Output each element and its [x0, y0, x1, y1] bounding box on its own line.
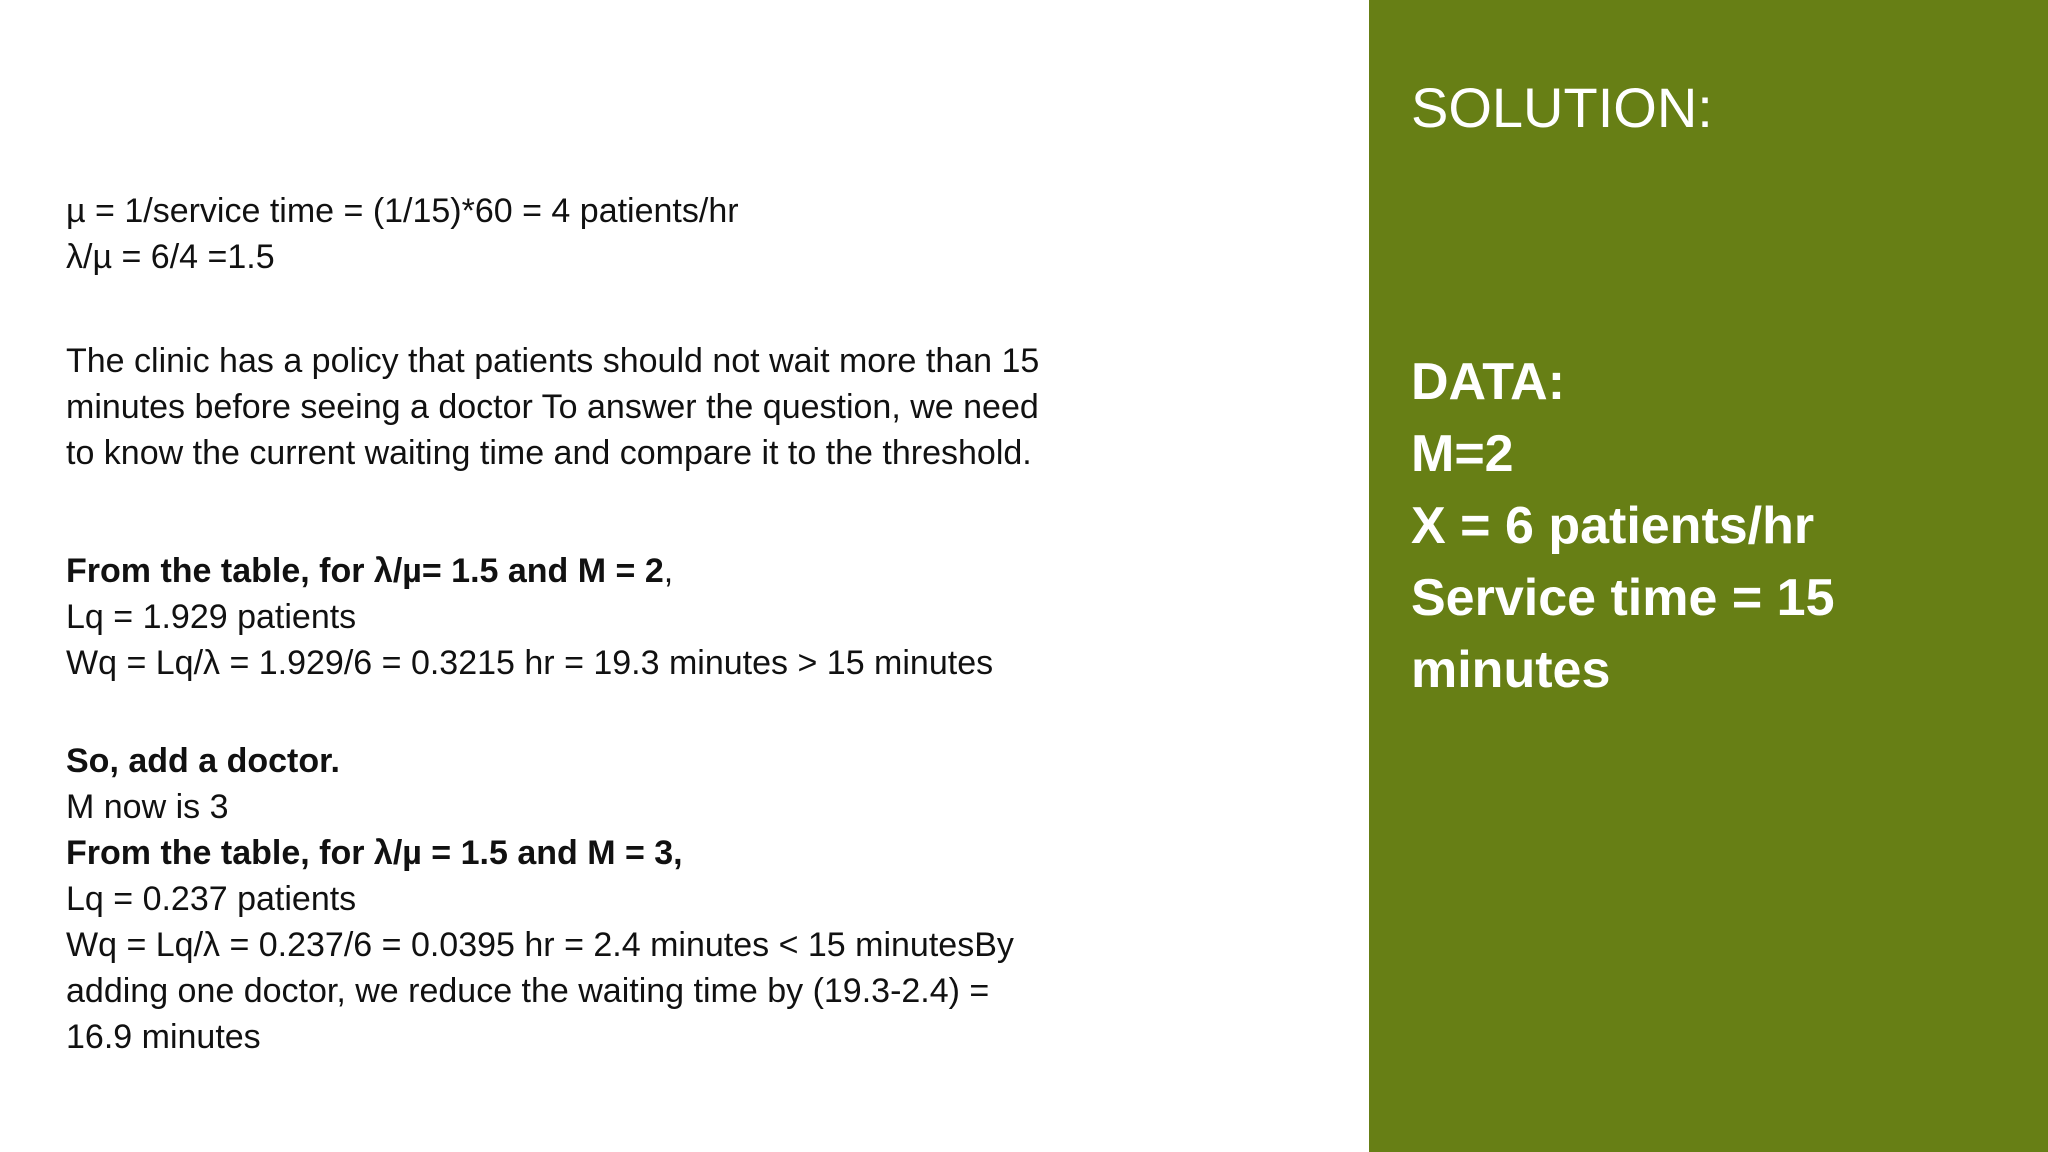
m-now-line: M now is 3 — [66, 788, 229, 826]
policy-paragraph: The clinic has a policy that patients should not wait more than 15 minutes before seeing a doctor To answer the question, we need to know the current waiting time and compare it to the threshold. — [66, 342, 1040, 472]
lq-m3-line: Lq = 0.237 patients — [66, 880, 357, 918]
table-m2-bold: From the table, for λ/µ= 1.5 and M = 2 — [66, 552, 664, 590]
wq-m3-paragraph: Wq = Lq/λ = 0.237/6 = 0.0395 hr = 2.4 minutes < 15 minutesBy adding one doctor, we reduce the waiting time by (19.3-2.4) = 16.9 minutes — [66, 926, 1014, 1056]
table-m2-line — [66, 548, 673, 594]
panel-data — [1411, 346, 2011, 706]
mu-line: µ = 1/service time = (1/15)*60 = 4 patients/hr — [66, 192, 739, 230]
table-m2-tail: , — [663, 552, 674, 590]
service-time: Service time = 15 minutes — [1411, 569, 1835, 699]
add-doctor-line: So, add a doctor. — [66, 742, 340, 780]
panel-title: SOLUTION: — [1411, 76, 1713, 139]
wq-m2-line: Wq = Lq/λ = 1.929/6 = 0.3215 hr = 19.3 minutes > 15 minutes — [66, 644, 994, 682]
lq-m2-line: Lq = 1.929 patients — [66, 598, 357, 636]
m-value: M=2 — [1411, 425, 1514, 483]
ratio-line: λ/µ = 6/4 =1.5 — [66, 238, 275, 276]
x-value: X = 6 patients/hr — [1411, 497, 1815, 555]
data-heading: DATA: — [1411, 353, 1566, 411]
side-panel — [1369, 0, 2048, 1152]
table-m3-line: From the table, for λ/µ = 1.5 and M = 3, — [66, 834, 683, 872]
